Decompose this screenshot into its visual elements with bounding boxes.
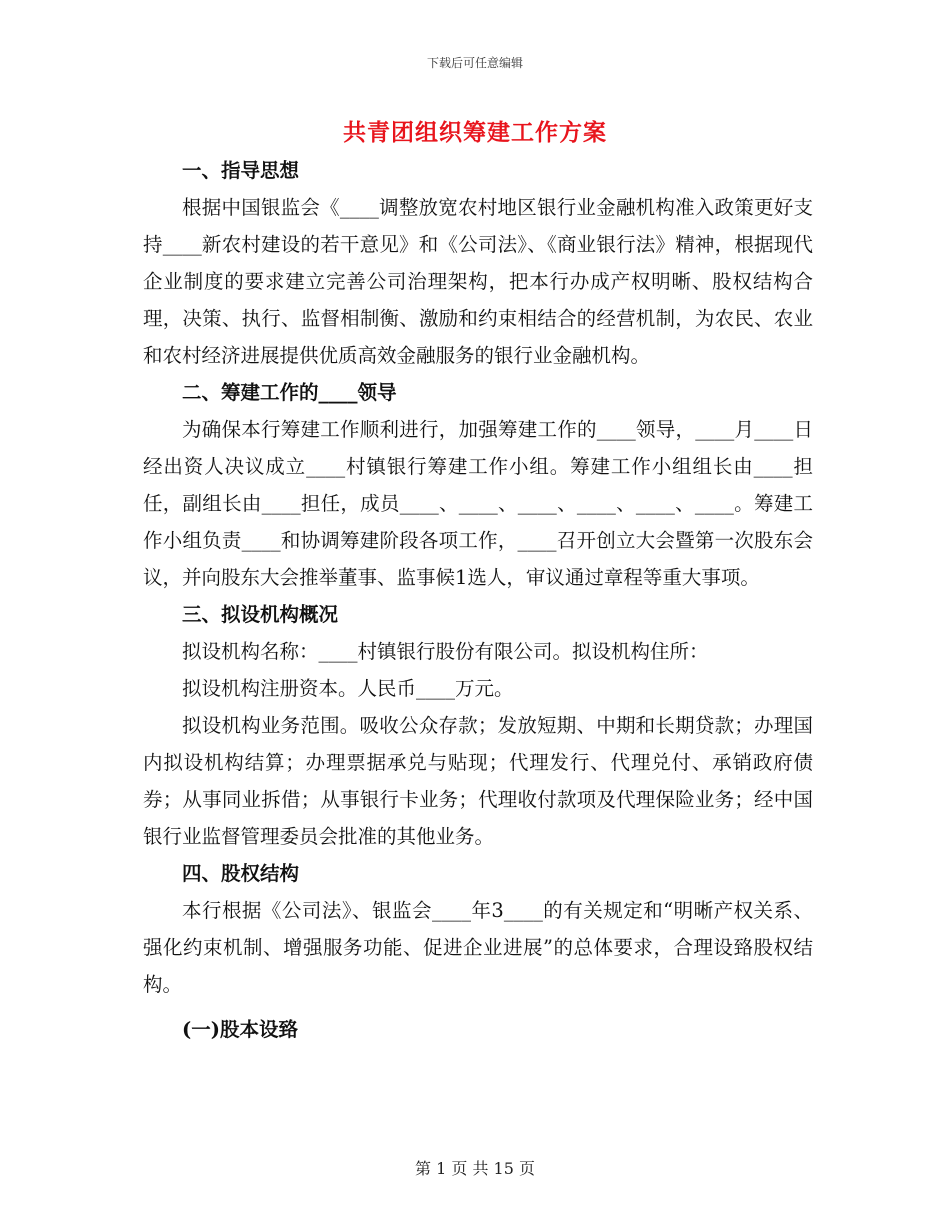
section-2-paragraph-1: 为确保本行筹建工作顺利进行，加强筹建工作的____领导，____月____日经出资人决议成立____村镇银行筹建工作小组。筹建工作小组组长由____担任，副组长由____担任，成员____、____、____、____、____、____。筹建工作小组负责____和协调筹建阶段各项工作，____召开创立大会暨第一次股东会议，并向股东大会推举董事、监事候1选人，审议通过章程等重大事项。 [143,418,813,589]
document-body [143,152,813,1048]
section-heading-1: 一、指导思想 [182,159,300,182]
subsection-heading: (一)股本设臵 [182,1018,298,1041]
section-1-paragraph-1: 根据中国银监会《____调整放宽农村地区银行业金融机构准入政策更好支持____新农村建设的若干意见》和《公司法》、《商业银行法》精神，根据现代企业制度的要求建立完善公司治理架构，把本行办成产权明晰、股权结构合理，决策、执行、监督相制衡、激励和约束相结合的经营机制，为农民、农业和农村经济进展提供优质高效金融服务的银行业金融机构。 [143,196,813,367]
section-4-paragraph-1: 本行根据《公司法》、银监会____年3____的有关规定和“明晰产权关系、强化约束机制、增强服务功能、促进企业进展”的总体要求，合理设臵股权结构。 [143,899,813,996]
document-title: 共青团组织筹建工作方案 [343,119,607,146]
section-heading-4: 四、股权结构 [182,862,300,885]
section-3-paragraph-3: 拟设机构业务范围。吸收公众存款；发放短期、中期和长期贷款；办理国内拟设机构结算；办理票据承兑与贴现；代理发行、代理兑付、承销政府债券；从事同业拆借；从事银行卡业务；代理收付款项及代理保险业务；经中国银行业监督管理委员会批准的其他业务。 [143,714,813,848]
section-3-paragraph-2: 拟设机构注册资本。人民币____万元。 [182,677,514,700]
section-heading-3: 三、拟设机构概况 [182,603,339,626]
page-number-footer: 第 1 页 共 15 页 [415,1159,535,1178]
section-3-paragraph-1: 拟设机构名称：____村镇银行股份有限公司。拟设机构住所： [182,640,709,663]
header-note: 下载后可任意编辑 [426,56,523,70]
section-heading-2: 二、筹建工作的____领导 [182,381,397,404]
